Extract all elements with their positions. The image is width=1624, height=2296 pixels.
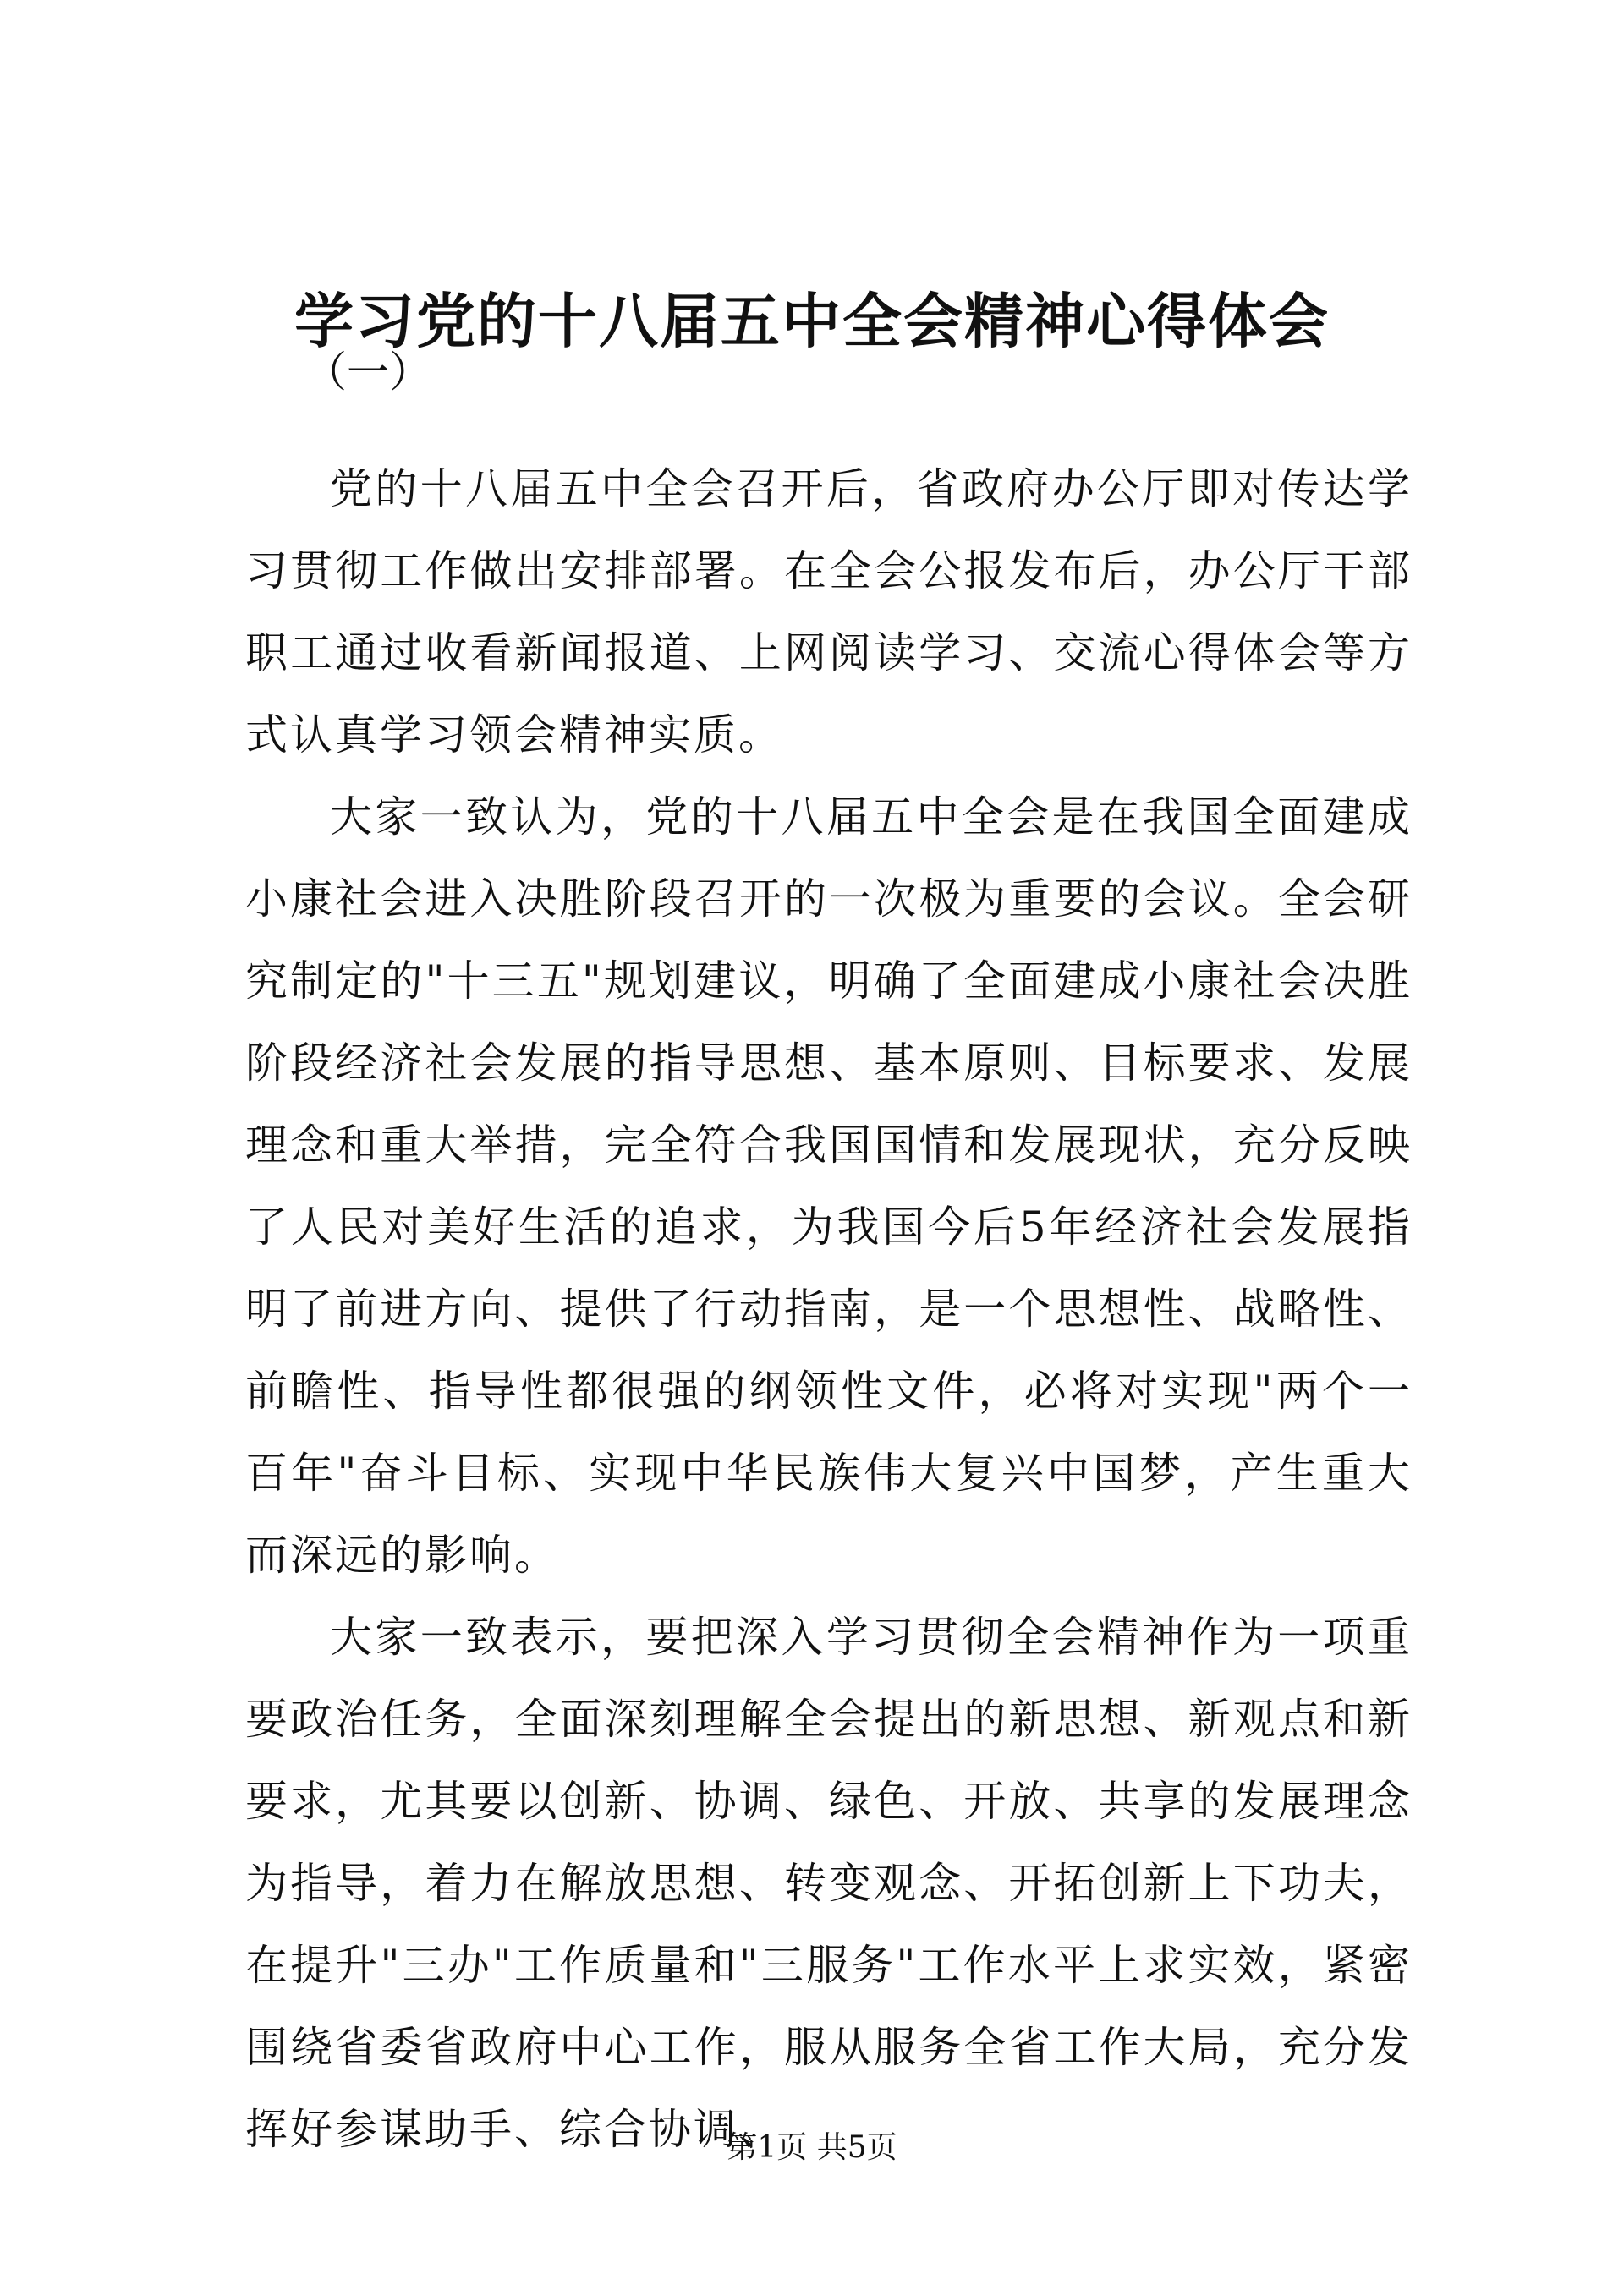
section-label: （一） xyxy=(304,348,431,397)
document-title: 学习党的十八届五中全会精神心得体会 xyxy=(294,286,1330,356)
paragraph-1: 党的十八届五中全会召开后，省政府办公厅即对传达学习贯彻工作做出安排部署。在全会公报发布后，办公厅干部职工通过收看新闻报道、上网阅读学习、交流心得体会等方式认真学习领会精神实质。 xyxy=(245,464,1413,759)
page-footer: 第1页 共5页 xyxy=(727,2130,897,2165)
document-body xyxy=(245,448,1413,2171)
paragraph-3: 大家一致表示，要把深入学习贯彻全会精神作为一项重要政治任务，全面深刻理解全会提出的新思想、新观点和新要求，尤其要以创新、协调、绿色、开放、共享的发展理念为指导，着力在解放思想、转变观念、开拓创新上下功夫，在提升"三办"工作质量和"三服务"工作水平上求实效，紧密围绕省委省政府中心工作，服从服务全省工作大局，充分发挥好参谋助手、综合协调、 xyxy=(245,1613,1413,2154)
paragraph-2: 大家一致认为，党的十八届五中全会是在我国全面建成小康社会进入决胜阶段召开的一次极为重要的会议。全会研究制定的"十三五"规划建议，明确了全面建成小康社会决胜阶段经济社会发展的指导思想、基本原则、目标要求、发展理念和重大举措，完全符合我国国情和发展现状，充分反映了人民对美好生活的追求，为我国今后5年经济社会发展指明了前进方向、提供了行动指南，是一个思想性、战略性、前瞻性、指导性都很强的纲领性文件，必将对实现"两个一百年"奋斗目标、实现中华民族伟大复兴中国梦，产生重大而深远的影响。 xyxy=(245,792,1413,1580)
